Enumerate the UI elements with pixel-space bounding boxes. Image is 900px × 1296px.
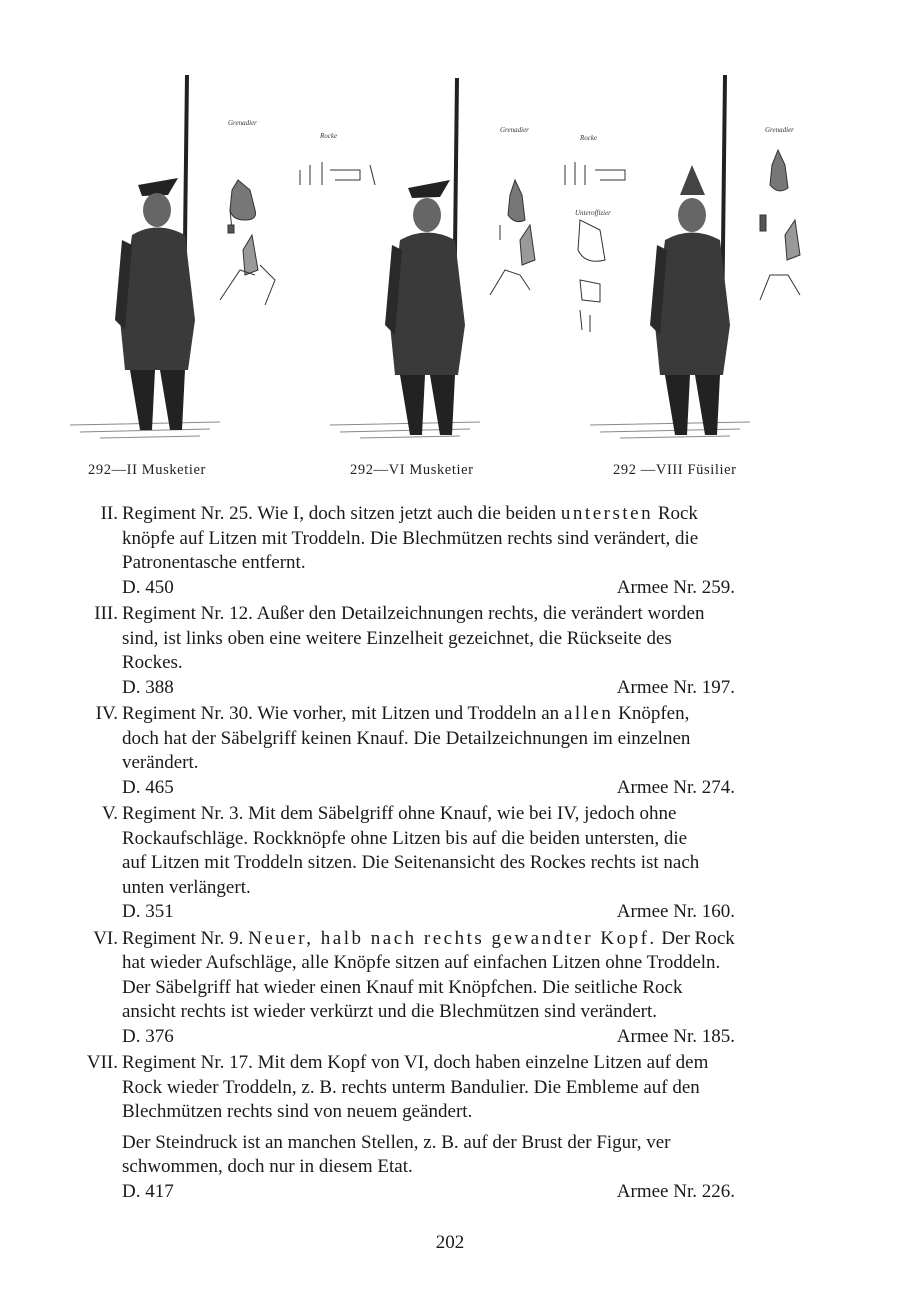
entry-text-line: [122, 1100, 840, 1125]
note-line: Der Steindruck ist an manchen Stellen, z. B. auf der Brust der Figur, ver: [122, 1131, 671, 1153]
entry-references: [122, 1180, 840, 1205]
text-segment: ansicht rechts ist wieder verkürzt und die Blechmützen sind verändert.: [122, 1001, 657, 1022]
catalog-entry: [70, 702, 840, 800]
text-segment: Blechmützen rechts sind von neuem geändert.: [122, 1101, 473, 1122]
catalog-entry: [70, 602, 840, 700]
text-segment: Regiment Nr. 12. Außer den Detailzeichnungen rechts, die verändert worden: [122, 603, 705, 624]
catalog-entries: [70, 502, 840, 1206]
plate-caption-1: 292—II Musketier: [88, 462, 206, 478]
entry-text-line: [122, 1000, 840, 1025]
text-segment: Patronentasche entfernt.: [122, 552, 306, 573]
page-number: 202: [435, 1232, 465, 1253]
text-segment: Regiment Nr. 25. Wie I, doch sitzen jetzt auch die beiden: [122, 503, 561, 524]
entry-references: [122, 1025, 840, 1050]
d-reference: D. 388: [122, 676, 174, 698]
armee-reference: Armee Nr. 274.: [616, 776, 735, 798]
plate-caption-2: 292—VI Musketier: [350, 462, 474, 478]
plate-caption-3: 292 —VIII Füsilier: [613, 462, 737, 478]
svg-text:Unteroffizier: Unteroffizier: [575, 209, 611, 217]
entry-references: [122, 776, 840, 801]
d-reference: D. 417: [122, 1180, 174, 1202]
entry-number: VII.: [86, 1052, 118, 1073]
entry-number: II.: [100, 503, 118, 524]
svg-text:Grenadier: Grenadier: [228, 119, 257, 127]
armee-reference: Armee Nr. 185.: [616, 1025, 735, 1047]
entry-number: IV.: [95, 703, 118, 724]
entry-text-line: [122, 651, 840, 676]
entry-text-line: [122, 851, 840, 876]
catalog-entry: [70, 502, 840, 600]
entry-number: VI.: [93, 927, 118, 949]
text-segment: Rock: [653, 503, 698, 524]
armee-reference: Armee Nr. 226.: [616, 1180, 735, 1202]
text-segment: sind, ist links oben eine weitere Einzelheit gezeichnet, die Rückseite des: [122, 627, 672, 649]
text-segment: Knöpfen,: [613, 703, 690, 724]
catalog-entry: [70, 802, 840, 925]
entry-text-line: [122, 951, 840, 976]
entry-text-line: [122, 927, 840, 952]
text-segment: Rockaufschläge. Rockknöpfe ohne Litzen bis auf die beiden untersten, die: [122, 827, 688, 849]
d-reference: D. 351: [122, 901, 174, 922]
text-segment: Rockes.: [122, 652, 183, 673]
text-segment: auf Litzen mit Troddeln sitzen. Die Seitenansicht des Rockes rechts ist nach: [122, 852, 700, 873]
entry-text-line: [122, 702, 840, 727]
entry-references: [122, 900, 840, 925]
text-segment: unten verlängert.: [122, 876, 251, 898]
text-segment: Regiment Nr. 9.: [122, 927, 249, 949]
entry-text-line: [122, 627, 840, 652]
text-segment: doch hat der Säbelgriff keinen Knauf. Die Detailzeichnungen im einzelnen: [122, 727, 691, 749]
armee-reference: Armee Nr. 259.: [616, 576, 735, 598]
armee-reference: Armee Nr. 197.: [616, 676, 735, 698]
emphasized-text: Neuer, halb nach rechts gewandter Kopf.: [248, 927, 657, 949]
entry-text-line: [122, 602, 840, 627]
entry-text-line: [122, 502, 840, 527]
entry-text-line: [122, 527, 840, 552]
catalog-entry: [70, 1051, 840, 1204]
entry-text-line: [122, 827, 840, 852]
text-segment: Rock wieder Troddeln, z. B. rechts unterm Bandulier. Die Embleme auf den: [122, 1076, 700, 1098]
text-segment: Regiment Nr. 30. Wie vorher, mit Litzen und Troddeln an: [122, 703, 564, 724]
entry-number: V.: [101, 803, 118, 824]
musketier-figure-1: [115, 75, 195, 430]
entry-text-line: [122, 551, 840, 576]
entry-text-line: [122, 751, 840, 776]
entry-references: [122, 576, 840, 601]
catalog-entry: [70, 927, 840, 1050]
emphasized-text: untersten: [560, 503, 654, 524]
soldier-sketches: [60, 70, 840, 460]
entry-number: III.: [94, 603, 118, 624]
d-reference: D. 450: [122, 576, 174, 598]
svg-text:Grenadier: Grenadier: [500, 126, 529, 134]
svg-text:Grenadier: Grenadier: [765, 126, 794, 134]
illustration-plate: [60, 70, 840, 460]
text-segment: Regiment Nr. 3. Mit dem Säbelgriff ohne Knauf, wie bei IV, jedoch ohne: [122, 803, 677, 824]
entry-text-line: [122, 876, 840, 901]
entry-text-line: [122, 1051, 840, 1076]
entry-text-line: [122, 976, 840, 1001]
text-segment: knöpfe auf Litzen mit Troddeln. Die Blechmützen rechts sind verändert, die: [122, 527, 699, 549]
note-line: schwommen, doch nur in diesem Etat.: [122, 1156, 413, 1177]
d-reference: D. 376: [122, 1025, 174, 1047]
d-reference: D. 465: [122, 776, 174, 798]
armee-reference: Armee Nr. 160.: [616, 901, 735, 922]
text-segment: Der Rock: [656, 927, 735, 949]
entry-text-line: [122, 802, 840, 827]
text-segment: Regiment Nr. 17. Mit dem Kopf von VI, doch haben einzelne Litzen auf dem: [122, 1052, 709, 1073]
musketier-figure-2: [385, 78, 465, 435]
text-segment: Der Säbelgriff hat wieder einen Knauf mit Knöpfchen. Die seitliche Rock: [122, 976, 683, 998]
entry-note: [122, 1131, 840, 1180]
svg-text:Rocke: Rocke: [580, 134, 598, 142]
entry-references: [122, 676, 840, 701]
entry-text-line: [122, 727, 840, 752]
emphasized-text: allen: [563, 703, 614, 724]
fusilier-figure: [650, 75, 730, 435]
entry-text-line: [122, 1076, 840, 1101]
svg-text:Rocke: Rocke: [320, 132, 338, 140]
text-segment: hat wieder Aufschläge, alle Knöpfe sitzen auf einfachen Litzen ohne Troddeln.: [122, 952, 721, 973]
text-segment: verändert.: [122, 752, 199, 773]
